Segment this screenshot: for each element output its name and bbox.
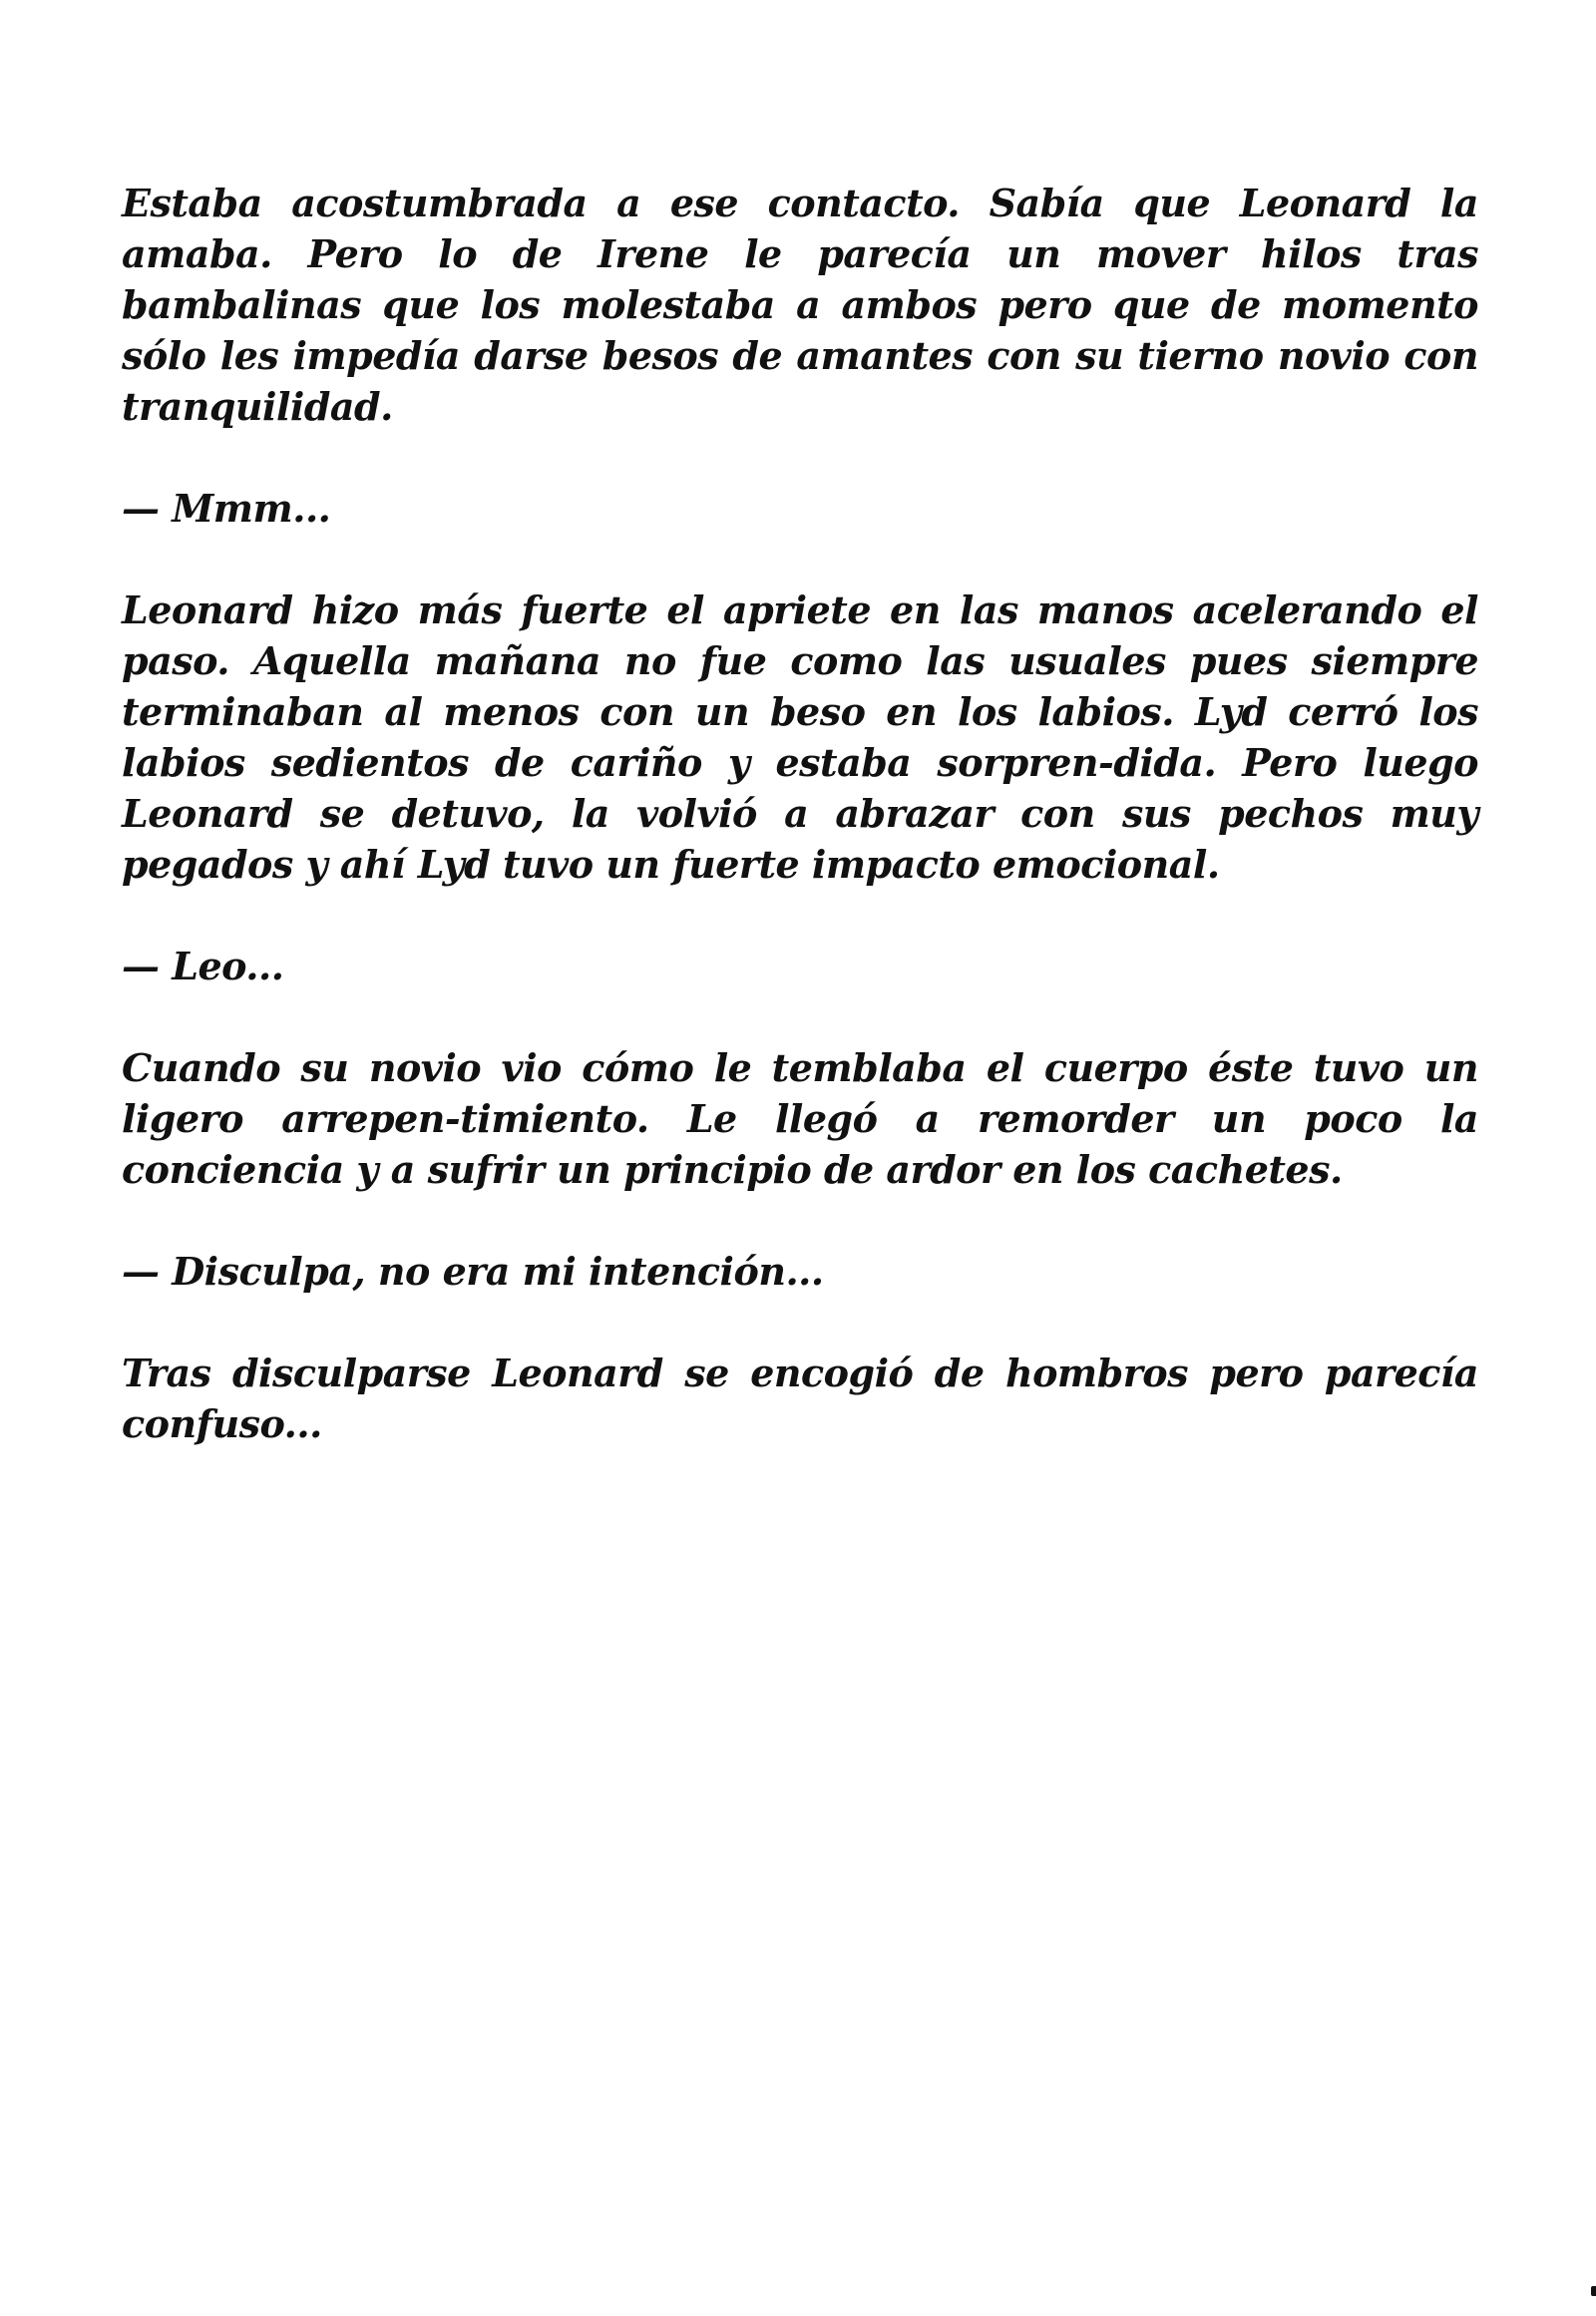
paragraph-narration-1: Estaba acostumbrada a ese contacto. Sabía que Leonard la amaba. Pero lo de Irene le parecía un mover hilos tras bambalinas que los molestaba a ambos pero que de momento sólo les impedía darse besos de amantes con su tierno novio con tranquilidad. [122, 181, 1478, 429]
paragraph-narration-4: Tras disculparse Leonard se encogió de hombros pero parecía confuso... [122, 1351, 1478, 1446]
paragraph-narration-3: Cuando su novio vio cómo le temblaba el cuerpo éste tuvo un ligero arrepen-timiento. Le llegó a remorder un poco la conciencia y a sufrir un principio de ardor en los cachetes. [122, 1045, 1478, 1192]
story-text [122, 178, 1478, 1500]
paragraph-narration-2: Leonard hizo más fuerte el apriete en las manos acelerando el paso. Aquella mañana no fue como las usuales pues siempre terminaban al menos con un beso en los labios. Lyd cerró los labios sedientos de cariño y estaba sorpren-dida. Pero luego Leonard se detuvo, la volvió a abrazar con sus pechos muy pegados y ahí Lyd tuvo un fuerte impacto emocional. [122, 587, 1478, 887]
dialogue-line-3: — Disculpa, no era mi intención... [122, 1249, 824, 1294]
dialogue-line-1: — Mmm... [122, 486, 331, 531]
page-edge-mark [1591, 2286, 1596, 2296]
dialogue-line-2: — Leo... [122, 944, 284, 988]
